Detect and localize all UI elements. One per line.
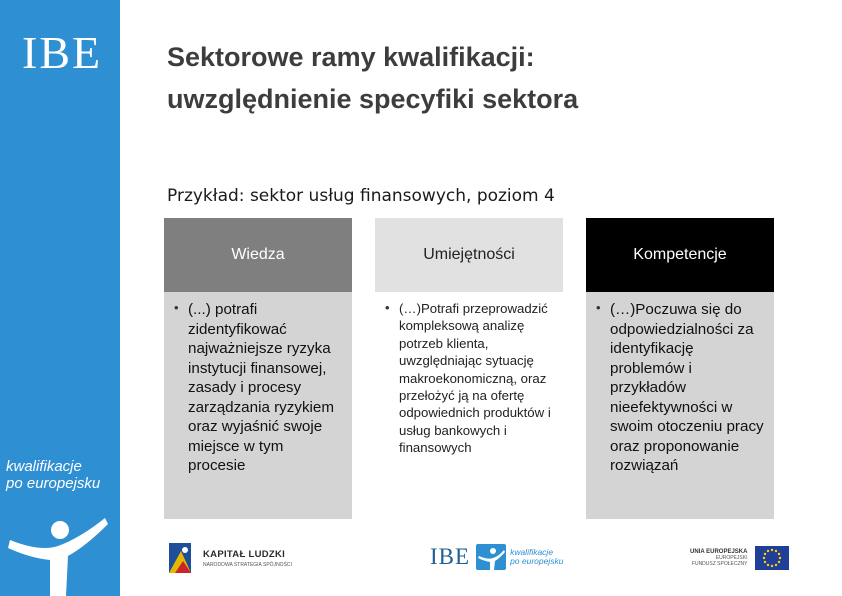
kapital-ludzki-text — [203, 549, 292, 568]
kapital-ludzki-logo — [165, 538, 295, 578]
column-text-wiedza: (...) potrafi zidentyfikować najważniejsze ryzyka instytucji finansowej, zasady i procesy zarządzania ryzykiem oraz wyjaśnić swoje miejsce w tym procesie — [188, 301, 335, 474]
column-header-umiejetnosci: Umiejętności — [375, 218, 563, 292]
ibe-footer-tagline — [510, 548, 563, 566]
ibe-footer-logo — [430, 544, 563, 570]
eu-logo — [690, 546, 789, 570]
eu-line2: EUROPEJSKI — [715, 555, 748, 561]
eu-flag-icon — [755, 546, 789, 570]
ibe-figure-icon — [476, 544, 506, 570]
column-kompetencje — [586, 218, 774, 519]
page-title — [167, 36, 807, 120]
ibe-footer-tag-line2: po europejsku — [510, 556, 564, 566]
column-text-umiejetnosci: (…)Potrafi przeprowadzić kompleksową analizę potrzeb klienta, uwzględniając sytuację makroekonomiczną, oraz przełożyć ją na ofertę odpowiednich produktów i usług bankowych i finansowych — [399, 301, 551, 456]
sidebar-tagline-line2: po europejsku — [6, 475, 101, 492]
bullet-icon: • — [596, 300, 601, 315]
ibe-footer-word: IBE — [430, 544, 471, 569]
column-header-kompetencje: Kompetencje — [586, 218, 774, 292]
eu-line1: UNIA EUROPEJSKA — [690, 549, 748, 555]
ibe-logo: IBE — [22, 27, 103, 78]
kapital-ludzki-icon — [165, 541, 195, 575]
list-item — [385, 300, 553, 457]
sidebar — [0, 0, 120, 596]
sidebar-tagline — [6, 458, 116, 492]
list-item — [174, 300, 342, 476]
column-body-wiedza — [164, 292, 352, 519]
eu-text — [690, 549, 747, 567]
column-body-kompetencje — [586, 292, 774, 519]
column-body-umiejetnosci — [375, 292, 563, 519]
kapital-ludzki-name: KAPITAŁ LUDZKI — [203, 548, 286, 560]
page-title-line2: uwzględnienie specyfiki sektora — [167, 84, 579, 114]
bullet-icon: • — [385, 300, 390, 315]
bullet-icon: • — [174, 300, 179, 315]
eu-line3: FUNDUSZ SPOŁECZNY — [691, 561, 748, 567]
kapital-ludzki-sub: NARODOWA STRATEGIA SPÓJNOŚCI — [203, 561, 292, 568]
page-title-line1: Sektorowe ramy kwalifikacji: — [167, 42, 535, 72]
column-header-wiedza: Wiedza — [164, 218, 352, 292]
ibe-footer-tag-line1: kwalifikacje — [510, 547, 554, 557]
sidebar-tagline-line1: kwalifikacje — [6, 458, 82, 475]
column-umiejetnosci — [375, 218, 563, 519]
column-wiedza — [164, 218, 352, 519]
column-text-kompetencje: (…)Poczuwa się do odpowiedzialności za identyfikację problemów i przykładów nieefektywności w swoim otoczeniu pracy oraz proponowanie rozwiązań — [610, 301, 764, 474]
running-figure-icon — [0, 500, 110, 596]
example-subtitle: Przykład: sektor usług finansowych, poziom 4 — [167, 186, 555, 206]
list-item — [596, 300, 764, 476]
